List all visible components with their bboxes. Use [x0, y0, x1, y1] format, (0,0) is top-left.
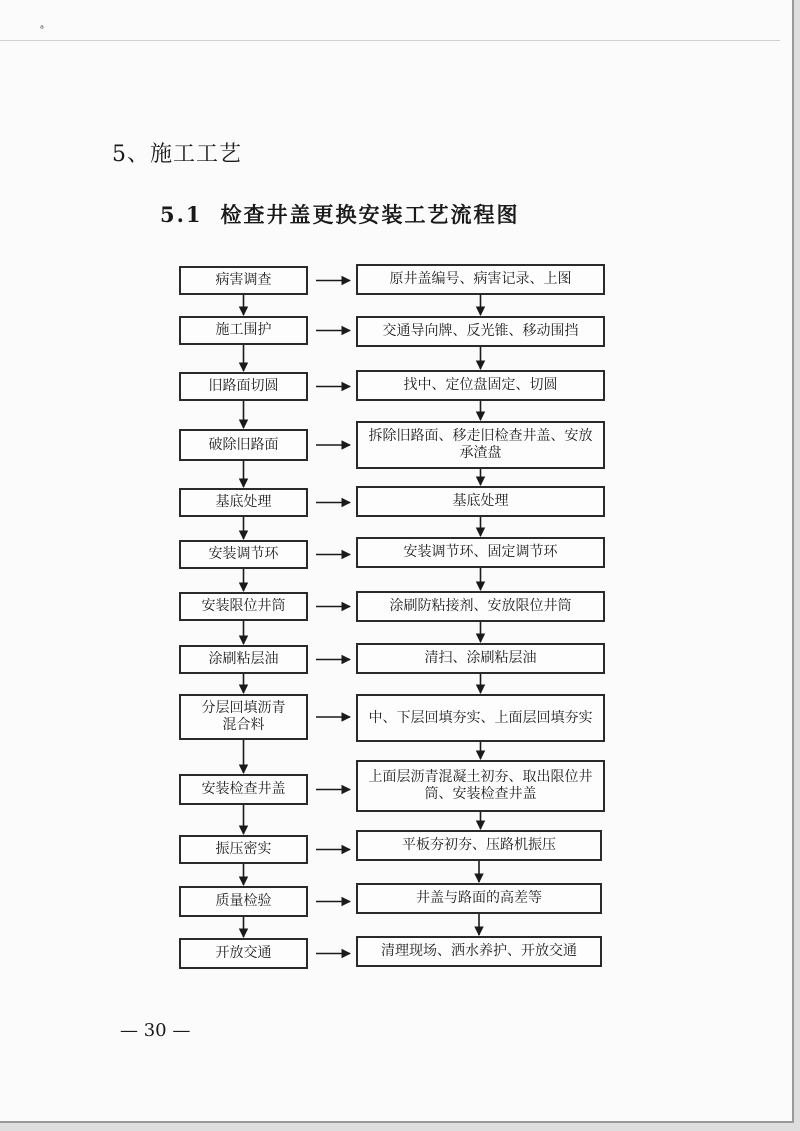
right-step-1: [356, 264, 605, 295]
right-step-7: [356, 591, 605, 622]
left-step-6-label: 安装调节环: [208, 546, 279, 562]
left-step-1-label: 病害调查: [215, 272, 272, 288]
left-step-12: [179, 886, 308, 917]
right-step-8-label: 清扫、涂刷粘层油: [424, 650, 537, 666]
left-step-11: [179, 835, 308, 864]
left-step-12-label: 质量检验: [215, 893, 272, 909]
left-step-9-label: 分层回填沥青混合料: [201, 700, 286, 733]
right-step-10-label: 上面层沥青混凝土初夯、取出限位井筒、安装检查井盖: [368, 769, 593, 802]
right-step-13: [356, 936, 602, 967]
page-number: — 30 —: [120, 1020, 191, 1041]
right-step-5-label: 基底处理: [452, 493, 509, 509]
right-step-9-label: 中、下层回填夯实、上面层回填夯实: [368, 709, 593, 726]
left-step-3-label: 旧路面切圆: [208, 378, 279, 394]
right-step-10: [356, 760, 605, 812]
left-step-4-label: 破除旧路面: [208, 436, 279, 453]
right-step-6-label: 安装调节环、固定调节环: [403, 544, 558, 560]
left-step-13-label: 开放交通: [215, 945, 272, 961]
left-step-8-label: 涂刷粘层油: [208, 651, 279, 667]
right-step-2-label: 交通导向牌、反光锥、移动围挡: [382, 323, 579, 339]
left-step-10-label: 安装检查井盖: [201, 781, 286, 797]
right-step-11-label: 平板夯初夯、压路机振压: [402, 837, 556, 853]
left-step-5-label: 基底处理: [215, 494, 272, 510]
left-step-11-label: 振压密实: [215, 841, 272, 857]
right-step-12-label: 井盖与路面的高差等: [416, 890, 542, 906]
left-step-6: [179, 540, 308, 569]
left-step-2-label: 施工围护: [215, 322, 272, 338]
right-step-3: [356, 370, 605, 401]
right-step-1-label: 原井盖编号、病害记录、上图: [389, 271, 572, 287]
left-step-1: [179, 266, 308, 295]
right-step-7-label: 涂刷防粘接剂、安放限位井筒: [389, 598, 572, 614]
right-step-8: [356, 643, 605, 674]
left-step-8: [179, 645, 308, 674]
left-step-4: [179, 429, 308, 461]
left-step-13: [179, 938, 308, 969]
left-step-2: [179, 316, 308, 345]
right-step-4-label: 拆除旧路面、移走旧检查井盖、安放承渣盘: [368, 428, 593, 461]
right-step-11: [356, 830, 602, 861]
section-title: 5、施工工艺: [112, 142, 242, 167]
right-step-2: [356, 316, 605, 347]
right-step-12: [356, 883, 602, 914]
right-step-9: [356, 694, 605, 742]
right-step-5: [356, 486, 605, 517]
right-step-13-label: 清理现场、洒水养护、开放交通: [381, 943, 577, 959]
left-step-7-label: 安装限位井筒: [201, 598, 286, 614]
right-step-6: [356, 537, 605, 568]
subsection-title-text: 检查井盖更换安装工艺流程图: [220, 202, 520, 227]
scan-mark: ᵃ: [40, 24, 44, 35]
left-step-3: [179, 372, 308, 401]
subsection-number: 5.1: [160, 202, 203, 227]
right-step-3-label: 找中、定位盘固定、切圆: [403, 377, 558, 393]
left-step-7: [179, 592, 308, 621]
right-step-4: [356, 421, 605, 469]
left-step-5: [179, 488, 308, 517]
left-step-9: [179, 694, 308, 740]
left-step-10: [179, 774, 308, 805]
